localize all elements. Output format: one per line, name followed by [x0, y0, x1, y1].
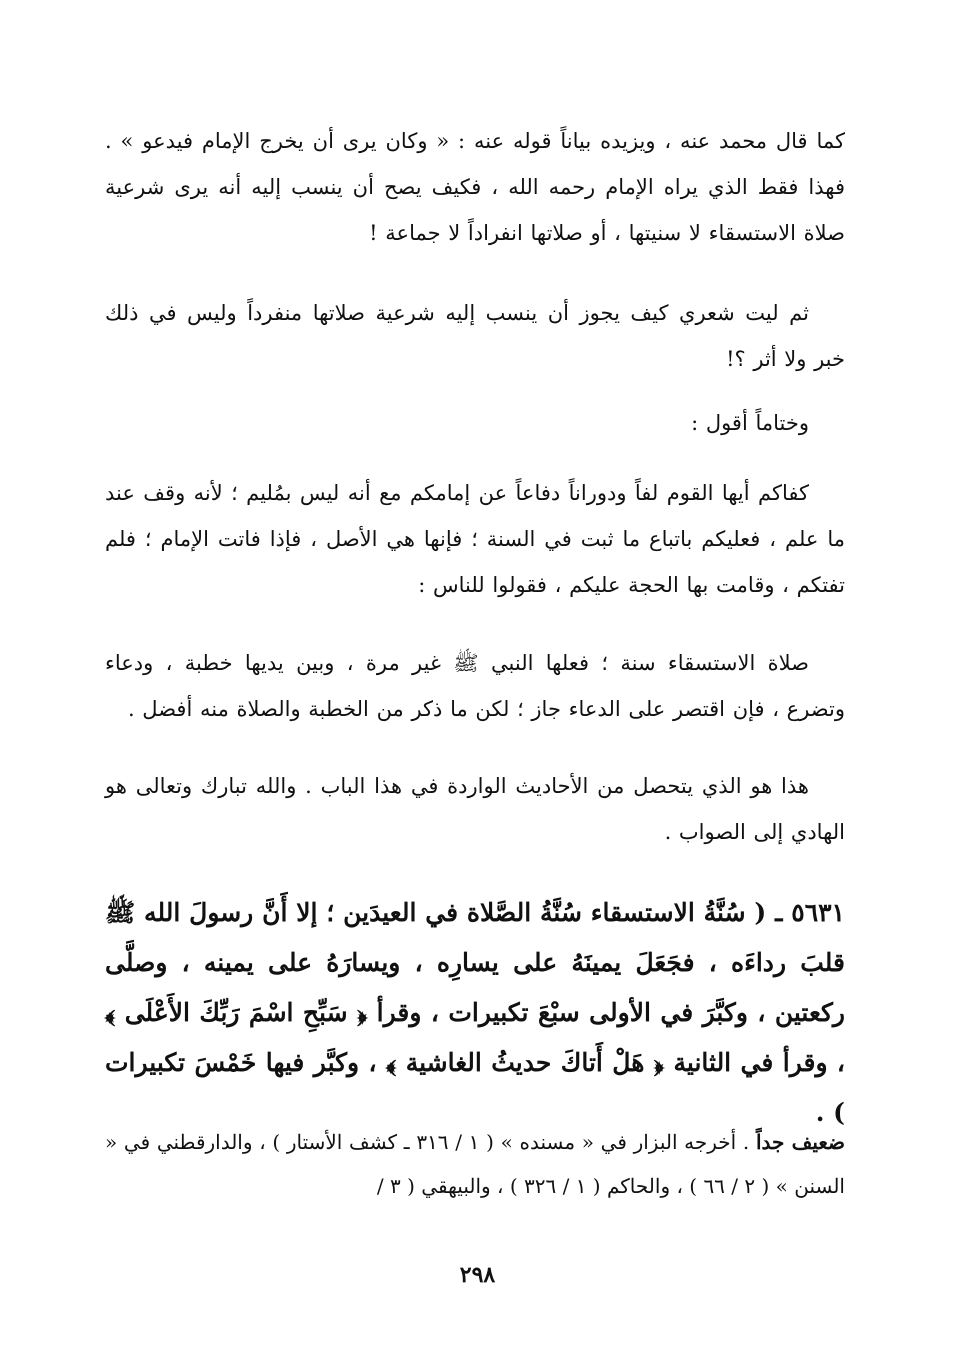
paragraph-text: صلاة الاستسقاء سنة ؛ فعلها النبي ﷺ غير مرة ، وبين يديها خطبة ، ودعاء وتضرع ، فإن اقتصر على الدعاء جاز ؛ لكن ما ذكر من الخطبة والصلاة منه أفضل . — [105, 651, 845, 721]
paragraph-closing-heading — [105, 400, 845, 446]
hadith-grading — [105, 1120, 845, 1208]
hadith-number: ٥٦٣١ — [791, 898, 845, 927]
paragraph-text: هذا هو الذي يتحصل من الأحاديث الواردة في هذا الباب . والله تبارك وتعالى هو الهادي إلى الصواب . — [105, 774, 845, 844]
page-number: ٢٩٨ — [459, 1262, 496, 1288]
paragraph-text: كفاكم أيها القوم لفاً ودوراناً دفاعاً عن إمامكم مع أنه ليس بمُليم ؛ لأنه وقف عند ما علم ، فعليكم باتباع ما ثبت في السنة ؛ فإنها هي الأصل ، فإذا فاتت الإمام ؛ فلم تفتكم ، وقامت بها الحجة عليكم ، فقولوا للناس : — [105, 481, 845, 597]
hadith-sources: . أخرجه البزار في « مسنده » ( ١ / ٣١٦ ـ كشف الأستار ) ، والدارقطني في « السنن » ( ٢ / ٦٦ ) ، والحاكم ( ١ / ٣٢٦ ) ، والبيهقي ( ٣ / — [105, 1130, 845, 1198]
paragraph-imam-opinion — [105, 118, 845, 256]
paragraph-advice — [105, 470, 845, 608]
paragraph-ruling — [105, 640, 845, 732]
hadith-grade: ضعيف جداً — [755, 1130, 846, 1154]
paragraph-text: وختاماً أقول : — [691, 411, 809, 435]
paragraph-rhetorical-question — [105, 290, 845, 382]
paragraph-conclusion — [105, 763, 845, 855]
hadith-text: ـ ( سُنَّةُ الاستسقاء سُنَّةُ الصَّلاة في العيدَين ؛ إلا أَنَّ رسولَ الله ﷺ قلبَ رداءَه ، فجَعَلَ يمينَهُ على يسارِه ، ويسارَهُ على يمينه ، وصلَّى ركعتين ، وكبَّرَ في الأولى سبْعَ تكبيرات ، وقرأ ﴿ سَبِّحِ اسْمَ رَبِّكَ الأَعْلَى ﴾ ، وقرأ في الثانية ﴿ هَلْ أَتاكَ حديثُ الغاشية ﴾ ، وكبَّر فيها خَمْسَ تكبيرات ) . — [105, 898, 845, 1127]
hadith-entry — [105, 888, 845, 1138]
paragraph-text: ثم ليت شعري كيف يجوز أن ينسب إليه شرعية صلاتها منفرداً وليس في ذلك خبر ولا أثر ؟! — [105, 301, 845, 371]
paragraph-text: كما قال محمد عنه ، ويزيده بياناً قوله عنه : « وكان يرى أن يخرج الإمام فيدعو » . فهذا فقط الذي يراه الإمام رحمه الله ، فكيف يصح أن ينسب إليه أنه يرى شرعية صلاة الاستسقاء لا سنيتها ، أو صلاتها انفراداً لا جماعة ! — [105, 129, 845, 245]
